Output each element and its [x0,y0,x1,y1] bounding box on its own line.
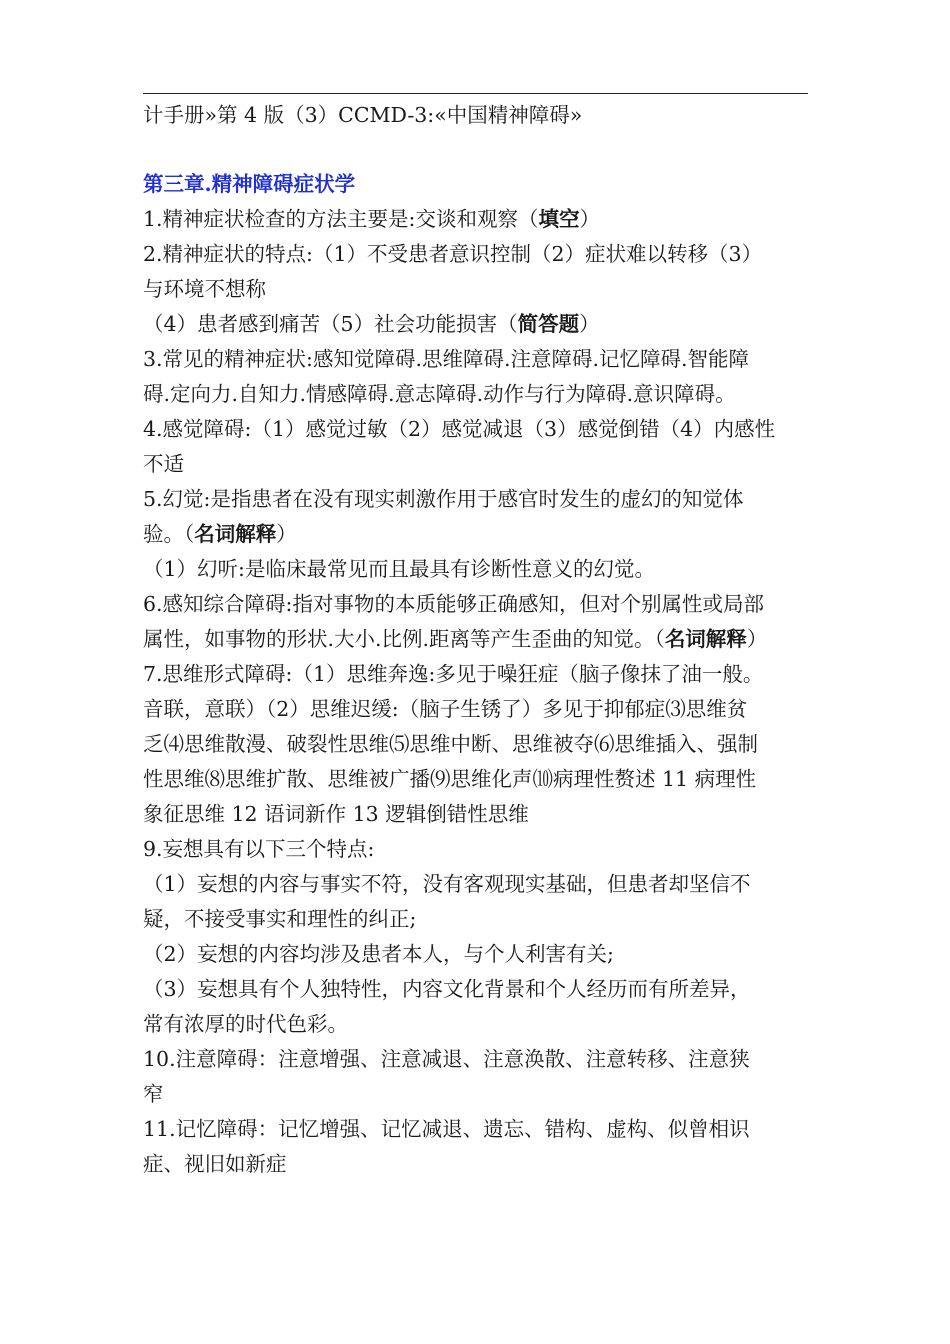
text-span: 验。（ [143,522,195,546]
bold-tag: 填空 [538,207,580,231]
text-line: 象征思维 12 语词新作 13 逻辑倒错性思维 [143,802,529,826]
paragraph-gap [143,133,811,167]
text-line: 常有浓厚的时代色彩。 [143,1012,348,1036]
bold-tag: 简答题 [517,312,580,336]
text-line: 碍.定向力.自知力.情感障碍.意志障碍.动作与行为障碍.意识障碍。 [143,382,736,406]
text-line: 窄 [143,1082,164,1106]
text-line: 5.幻觉:是指患者在没有现实刺激作用于感官时发生的虚幻的知觉体 [143,487,744,511]
document-body [143,98,811,1182]
text-span: （4）患者感到痛苦（5）社会功能损害（ [143,312,518,336]
text-line: 乏⑷思维散漫、破裂性思维⑸思维中断、思维被夺⑹思维插入、强制 [143,732,758,756]
text-line: 疑，不接受事实和理性的纠正; [143,907,417,931]
text-line: （3）妄想具有个人独特性，内容文化背景和个人经历而有所差异， [143,977,751,1001]
text-line: 3.常见的精神症状:感知觉障碍.思维障碍.注意障碍.记忆障碍.智能障 [143,347,750,371]
bold-tag: 名词解释 [194,522,277,546]
text-line: 11.记忆障碍：记忆增强、记忆减退、遗忘、错构、虚构、似曾相识 [143,1117,750,1141]
text-line: 不适 [143,452,184,476]
chapter-title: 第三章.精神障碍症状学 [143,172,356,196]
text-line: （1）妄想的内容与事实不符，没有客观现实基础，但患者却坚信不 [143,872,751,896]
text-span: ） [579,312,600,336]
text-line [143,307,811,342]
text-line: 6.感知综合障碍:指对事物的本质能够正确感知，但对个别属性或局部 [143,592,764,616]
text-line: 音联，意联）（2）思维迟缓:（脑子生锈了）多见于抑郁症⑶思维贫 [143,697,748,721]
text-line: 症、视旧如新症 [143,1152,287,1176]
text-line: 10.注意障碍：注意增强、注意减退、注意涣散、注意转移、注意狭 [143,1047,750,1071]
text-span: 属性，如事物的形状.大小.比例.距离等产生歪曲的知觉。（ [143,627,665,651]
text-line: （2）妄想的内容均涉及患者本人，与个人利害有关; [143,942,614,966]
header-rule [143,93,808,94]
text-line: 4.感觉障碍:（1）感觉过敏（2）感觉减退（3）感觉倒错（4）内感性 [143,417,776,441]
bold-tag: 名词解释 [664,627,747,651]
text-line: 与环境不想称 [143,277,266,301]
text-line [143,517,811,552]
text-span: ） [276,522,297,546]
text-line: 7.思维形式障碍:（1）思维奔逸:多见于噪狂症（脑子像抹了油一般。 [143,662,764,686]
header-line: 计手册»第 4 版（3）CCMD-3:«中国精神障碍» [143,103,583,127]
text-line: （1）幻听:是临床最常见而且最具有诊断性意义的幻觉。 [143,557,655,581]
text-span: 1.精神症状检查的方法主要是:交谈和观察（ [143,207,539,231]
text-line: 性思维⑻思维扩散、思维被广播⑼思维化声⑽病理性赘述 11 病理性 [143,767,757,791]
text-line: 2.精神症状的特点:（1）不受患者意识控制（2）症状难以转移（3） [143,242,763,266]
text-line: 9.妄想具有以下三个特点: [143,837,375,861]
text-line [143,622,811,657]
text-span: ） [746,627,768,651]
text-line [143,202,811,237]
text-span: ） [579,207,600,231]
